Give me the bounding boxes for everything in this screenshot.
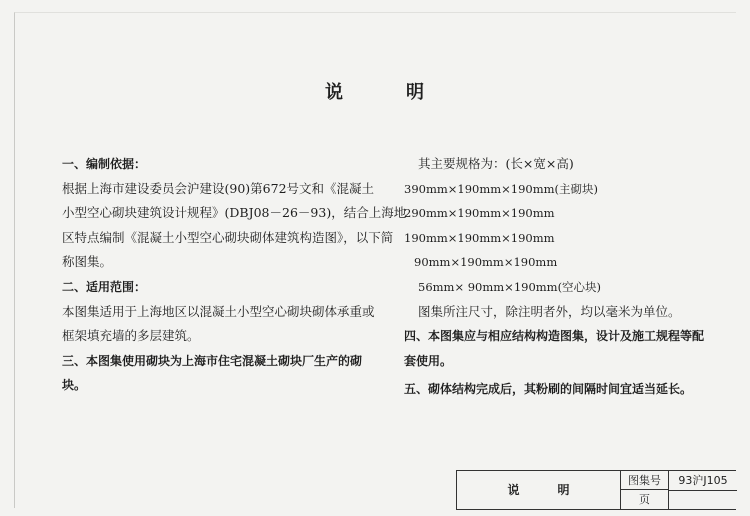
right-column: [404, 152, 724, 402]
section-heading-scope: 二、适用范围：: [62, 279, 147, 294]
scope-paragraph: [62, 300, 375, 349]
title-block-name: [457, 471, 621, 509]
atlas-number-label: 图集号: [621, 471, 669, 490]
basis-paragraph: [62, 177, 407, 275]
atlas-number-value: 93沪J105: [669, 471, 737, 491]
basis-line-3: 区特点编制《混凝土小型空心砌块砌体建筑构造图》，以下简: [62, 229, 394, 245]
block-source-line-2: 块。: [62, 378, 87, 393]
companion-atlas-paragraph: [404, 324, 724, 373]
page-title: [0, 78, 750, 104]
basis-line-2: 小型空心砌块建筑设计规程》(DBJ08－26－93)，结合上海地: [62, 205, 407, 221]
spec-item: 90mm×190mm×190mm: [414, 255, 558, 270]
left-column: [62, 152, 407, 398]
spec-intro: 其主要规格为：(长×宽×高): [418, 156, 574, 171]
spec-item: 390mm×190mm×190mm(主砌块): [404, 181, 599, 196]
companion-line-2: 套使用。: [404, 353, 453, 368]
title-part-2: 明: [406, 82, 425, 103]
page-number-value: [669, 490, 737, 509]
title-block-name-part-2: 明: [557, 483, 570, 497]
companion-line-1: 四、本图集应与相应结构构造图集，设计及施工规程等配: [404, 329, 705, 344]
page-number-label: 页: [621, 490, 669, 509]
scope-line-1: 本图集适用于上海地区以混凝土小型空心砌块砌体承重或: [62, 303, 375, 319]
title-block: [456, 470, 736, 510]
spec-item: 190mm×190mm×190mm: [404, 230, 555, 245]
basis-line-1: 根据上海市建设委员会沪建设(90)第672号文和《混凝土: [62, 180, 375, 196]
block-source-paragraph: [62, 349, 372, 398]
title-block-name-part-1: 说: [507, 483, 520, 497]
unit-note: 图集所注尺寸，除注明者外，均以毫米为单位。: [418, 303, 681, 319]
title-part-1: 说: [325, 82, 344, 103]
basis-line-4: 称图集。: [62, 254, 113, 270]
plaster-line-1: 五、砌体结构完成后，其粉刷的间隔时间宜适当延长。: [404, 382, 693, 397]
block-source-line-1: 三、本图集使用砌块为上海市住宅混凝土砌块厂生产的砌: [62, 353, 363, 368]
section-heading-basis: 一、编制依据：: [62, 157, 147, 171]
scope-line-2: 框架填充墙的多层建筑。: [62, 328, 200, 344]
spec-item: 56mm× 90mm×190mm(空心块): [418, 279, 602, 294]
spec-item: 290mm×190mm×190mm: [404, 206, 555, 221]
plaster-paragraph: [404, 377, 724, 402]
